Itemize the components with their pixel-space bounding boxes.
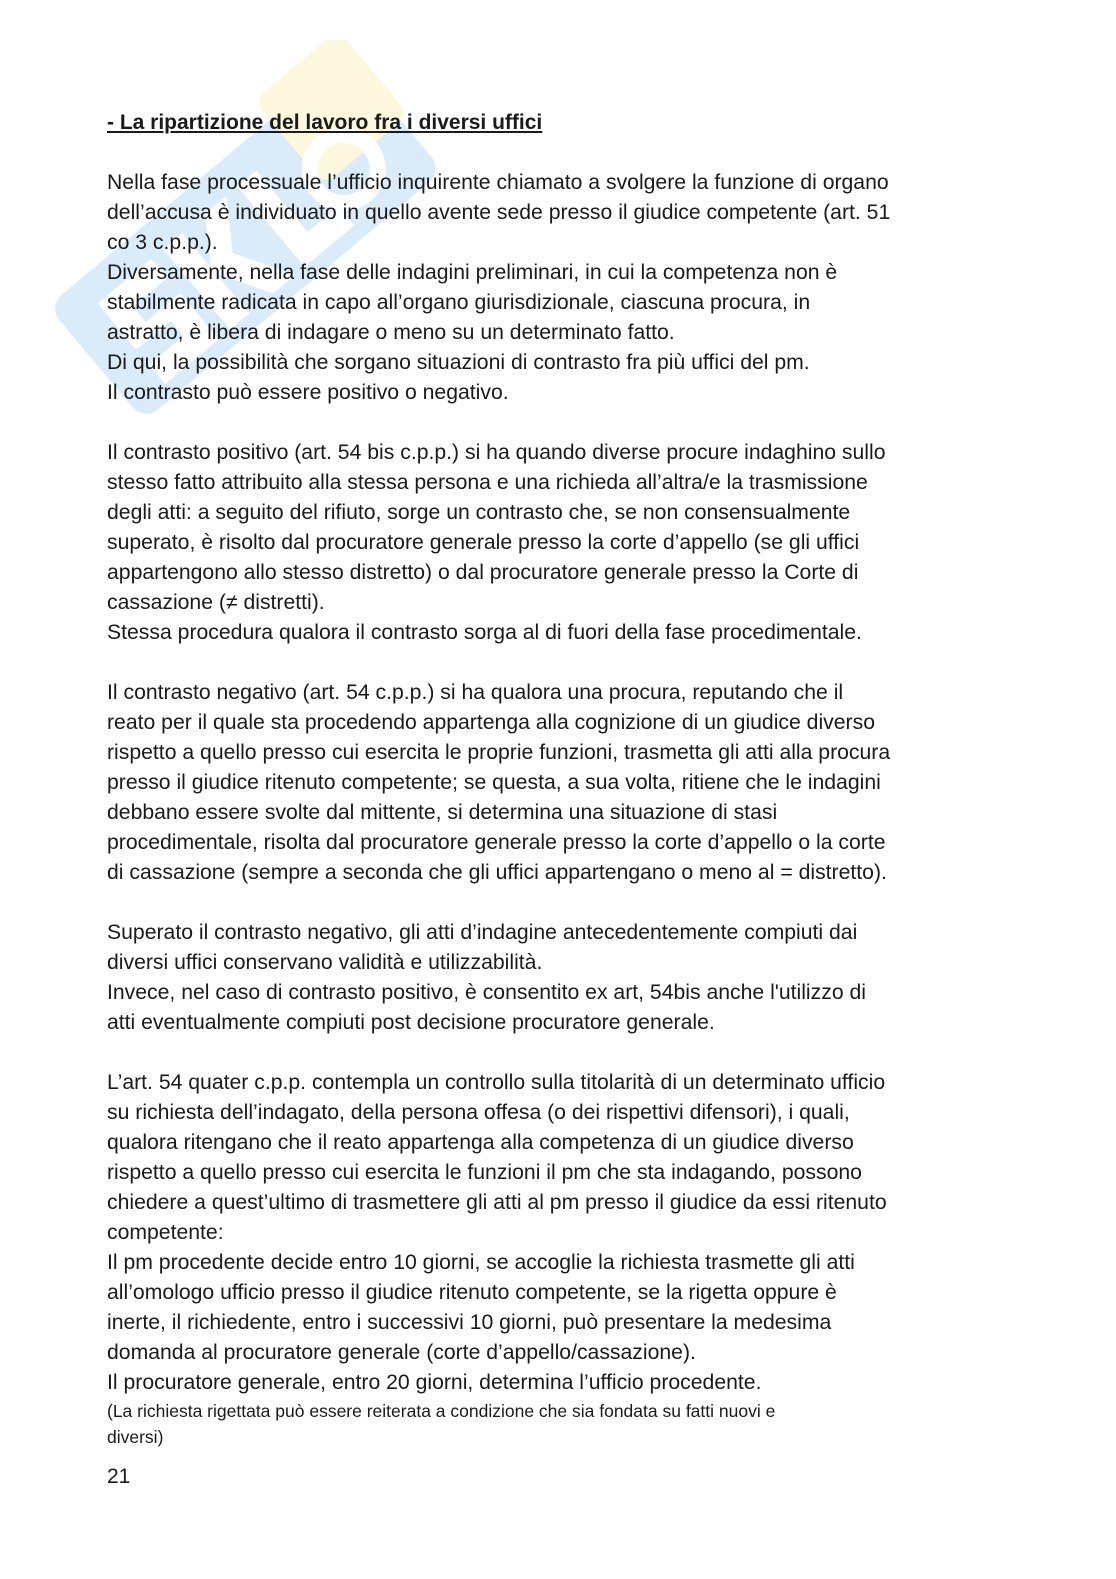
text-line: Il contrasto positivo (art. 54 bis c.p.p.) si ha quando diverse procure indaghino sullo [107,441,886,464]
text-line: all’omologo ufficio presso il giudice ritenuto competente, se la rigetta oppure è [107,1281,837,1304]
text-line: Il pm procedente decide entro 10 giorni, se accoglie la richiesta trasmette gli atti [107,1251,855,1274]
text-line: stesso fatto attribuito alla stessa persona e una richieda all’altra/e la trasmissione [107,471,868,494]
text-line: Diversamente, nella fase delle indagini preliminari, in cui la competenza non è [107,261,838,284]
text-line: inerte, il richiedente, entro i successivi 10 giorni, può presentare la medesima [107,1311,832,1334]
text-line: appartengono allo stesso distretto) o dal procuratore generale presso la Corte di [107,561,859,584]
text-line: chiedere a quest’ultimo di trasmettere gli atti al pm presso il giudice da essi ritenuto [107,1191,887,1214]
note-line: (La richiesta rigettata può essere reiterata a condizione che sia fondata su fatti nuovi e [107,1401,776,1421]
text-line: rispetto a quello presso cui esercita le funzioni il pm che sta indagando, possono [107,1161,862,1184]
text-line: presso il giudice ritenuto competente; se questa, a sua volta, ritiene che le indagini [107,771,881,794]
text-line: astratto, è libera di indagare o meno su un determinato fatto. [107,321,675,344]
text-line: competente: [107,1221,224,1244]
text-line: reato per il quale sta procedendo appartenga alla cognizione di un giudice diverso [107,711,875,734]
paragraph-art-54-quater [107,1068,1012,1450]
text-line: Il procuratore generale, entro 20 giorni, determina l’ufficio procedente. [107,1371,762,1394]
text-line: degli atti: a seguito del rifiuto, sorge un contrasto che, se non consensualmente [107,501,851,524]
text-line: atti eventualmente compiuti post decisione procuratore generale. [107,1011,715,1034]
text-line: Invece, nel caso di contrasto positivo, è consentito ex art, 54bis anche l'utilizzo di [107,981,866,1004]
section-title: - La ripartizione del lavoro fra i diversi uffici [107,111,543,134]
text-line: Il contrasto negativo (art. 54 c.p.p.) si ha qualora una procura, reputando che il [107,681,844,704]
text-line: debbano essere svolte dal mittente, si determina una situazione di stasi [107,801,778,824]
text-line: Nella fase processuale l’ufficio inquirente chiamato a svolgere la funzione di organo [107,171,889,194]
text-line: Superato il contrasto negativo, gli atti d’indagine antecedentemente compiuti dai [107,921,858,944]
text-line: superato, è risolto dal procuratore generale presso la corte d’appello (se gli uffici [107,531,860,554]
paragraph-validity [107,918,1012,1038]
text-line: domanda al procuratore generale (corte d’appello/cassazione). [107,1341,696,1364]
text-line: qualora ritengano che il reato appartenga alla competenza di un giudice diverso [107,1131,854,1154]
text-line: Di qui, la possibilità che sorgano situazioni di contrasto fra più uffici del pm. [107,351,810,374]
paragraph-intro [107,168,1012,408]
text-line: di cassazione (sempre a seconda che gli uffici appartengano o meno al = distretto). [107,861,887,884]
text-line: cassazione (≠ distretti). [107,591,325,614]
text-line: su richiesta dell’indagato, della persona offesa (o dei rispettivi difensori), i quali, [107,1101,850,1124]
text-line: diversi uffici conservano validità e utilizzabilità. [107,951,543,974]
paragraph-positive-conflict [107,438,1012,648]
note-line: diversi) [107,1427,164,1447]
text-line: procedimentale, risolta dal procuratore generale presso la corte d’appello o la corte [107,831,886,854]
document-body [107,108,1012,1450]
text-line: dell’accusa è individuato in quello avente sede presso il giudice competente (art. 51 [107,201,891,224]
text-line: L’art. 54 quater c.p.p. contempla un controllo sulla titolarità di un determinato ufficio [107,1071,886,1094]
text-line: stabilmente radicata in capo all’organo giurisdizionale, ciascuna procura, in [107,291,811,314]
paragraph-negative-conflict [107,678,1012,888]
text-line: rispetto a quello presso cui esercita le proprie funzioni, trasmetta gli atti alla procura [107,741,891,764]
text-line: Stessa procedura qualora il contrasto sorga al di fuori della fase procedimentale. [107,621,862,644]
text-line: Il contrasto può essere positivo o negativo. [107,381,509,404]
text-line: co 3 c.p.p.). [107,231,218,254]
page-number: 21 [107,1465,131,1488]
